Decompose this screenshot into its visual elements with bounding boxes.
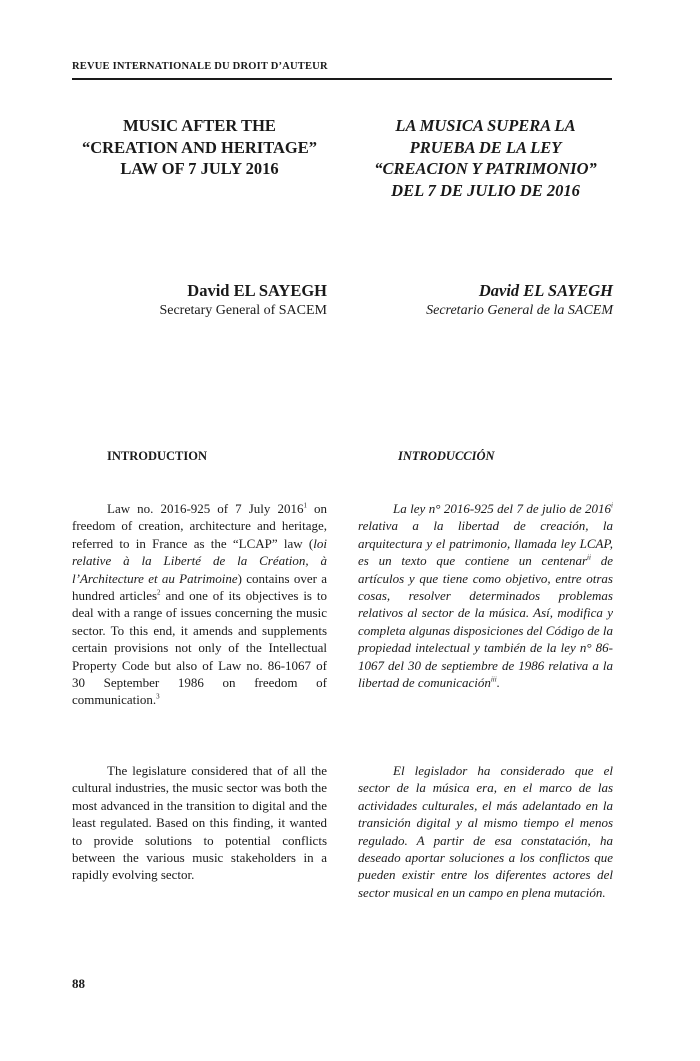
text-run: ) contains over a hundred articles bbox=[72, 570, 327, 604]
title-line: MUSIC AFTER THE bbox=[123, 116, 276, 135]
text-run: on freedom of creation, architecture and heritage, referred to in France as the “LCAP” law ( bbox=[72, 501, 327, 551]
section-heading-spanish: INTRODUCCIÓN bbox=[398, 449, 495, 463]
header-rule bbox=[72, 78, 612, 80]
title-spanish bbox=[358, 115, 613, 201]
text-run-italic: loi relative à la Liberté de la Création, à l’Architecture et au Patrimoine bbox=[72, 535, 327, 586]
running-header: REVUE INTERNATIONALE DU DROIT D’AUTEUR bbox=[72, 61, 328, 72]
footnote-ref: 3 bbox=[156, 693, 160, 702]
footnote-ref: iii bbox=[490, 675, 497, 684]
author-name-english: David EL SAYEGH bbox=[187, 281, 327, 300]
text-run: . bbox=[496, 675, 500, 691]
text-run: La ley n° 2016-925 del 7 de julio de 2016 bbox=[393, 501, 612, 516]
paragraph-english-2: The legislature considered that of all the cultural industries, the music sector was both the most advanced in the transition to digital and the least regulated. Based on this finding, it wanted to provide solutions to potential conflicts between the various music stakeholders in a rapidly evolving sector. bbox=[72, 763, 327, 883]
paragraph-english-1 bbox=[72, 500, 327, 709]
footnote-ref: i bbox=[611, 501, 613, 510]
title-line: DEL 7 DE JULIO DE 2016 bbox=[391, 180, 580, 200]
section-heading-english: INTRODUCTION bbox=[107, 449, 208, 463]
page-number: 88 bbox=[72, 976, 85, 991]
title-line: LA MUSICA SUPERA LA bbox=[395, 116, 576, 135]
text-run: and one of its objectives is to deal with a range of issues concerning the music sector. To this end, it amends and supplements certain provisions not only of the Intellectual Property Code but also of Law no. 86-1067 of 30 September 1986 on freedom of communication. bbox=[72, 588, 328, 708]
title-english bbox=[72, 115, 327, 180]
title-line: “CREACION Y PATRIMONIO” bbox=[374, 159, 597, 178]
paragraph-spanish-2: El legislador ha considerado que el sector de la música era, en el marco de las actividades culturales, el más adelantado en la transición digital y al mismo tiempo el menos regulado. A partir de esa constatación, ha deseado aportar soluciones a los conflictos que pueden existir entre los diferentes actores del sector musical en un campo en plena mutación. bbox=[358, 763, 613, 900]
text-run: relativa a la libertad de creación, la arquitectura y el patrimonio, llamada ley LCAP, es un texto que contiene un centenar bbox=[358, 518, 613, 569]
footnote-ref: 1 bbox=[303, 501, 307, 510]
text-run: Law no. 2016-925 of 7 July 2016 bbox=[107, 501, 304, 516]
title-line: “CREATION AND HERITAGE” bbox=[81, 137, 317, 157]
author-role-english: Secretary General of SACEM bbox=[159, 303, 327, 318]
footnote-ref: 2 bbox=[157, 588, 161, 597]
paragraph-spanish-1 bbox=[358, 500, 613, 691]
text-run: de artículos y que tiene como objetivo, entre otras cosas, resolver determinados problemas relativos al sector de la música. Así, modifica y completa algunas disposiciones del Código de la propiedad intelectual y también de la ley n° 86-1067 del 30 de septiembre de 1986 relativa a la libertad de comunicación bbox=[358, 553, 613, 691]
footnote-ref: ii bbox=[587, 553, 591, 562]
author-role-spanish: Secretario General de la SACEM bbox=[426, 303, 613, 318]
author-name-spanish: David EL SAYEGH bbox=[478, 281, 613, 300]
title-line: LAW OF 7 JULY 2016 bbox=[120, 159, 279, 178]
title-line: PRUEBA DE LA LEY bbox=[409, 137, 562, 157]
